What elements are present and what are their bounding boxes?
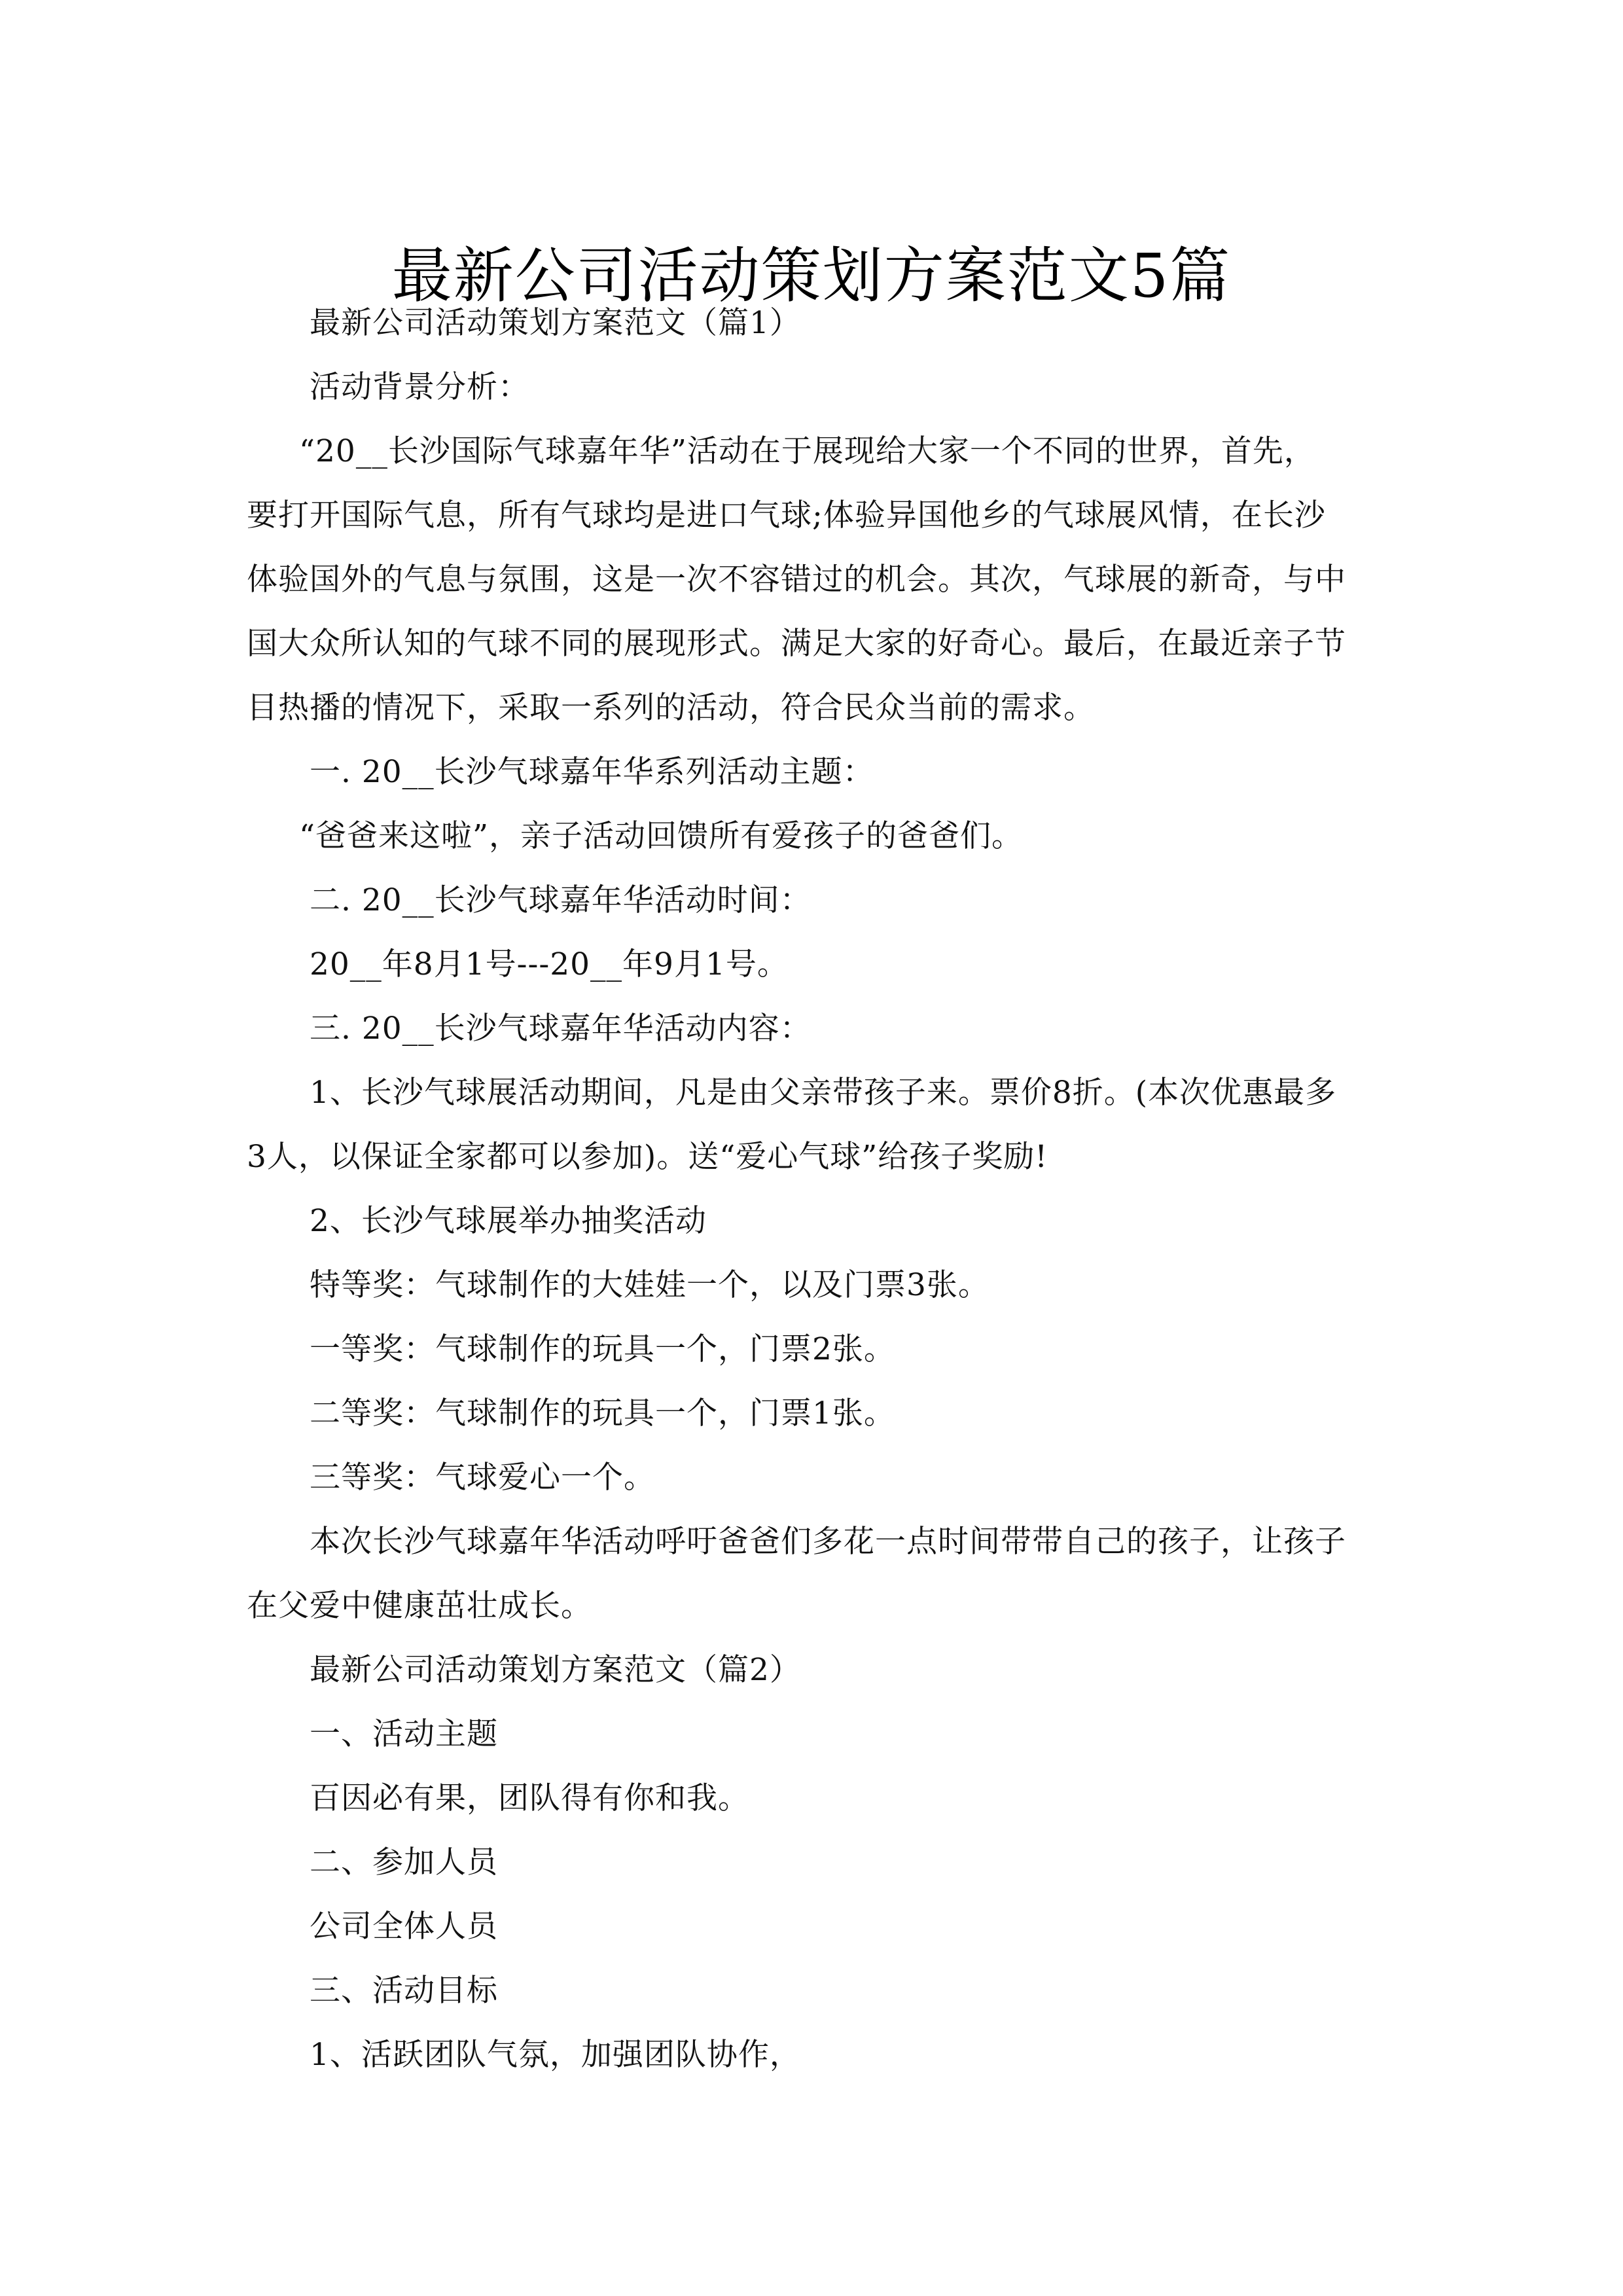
paragraph-line: 在父爱中健康茁壮成长。 [247, 1588, 592, 1624]
prize-item: 一等奖：气球制作的玩具一个，门票2张。 [310, 1331, 895, 1367]
list-item: 2、长沙气球展举办抽奖活动 [310, 1203, 707, 1239]
paragraph-line: 体验国外的气息与氛围，这是一次不容错过的机会。其次，气球展的新奇，与中 [247, 562, 1346, 598]
section-heading-part2: 最新公司活动策划方案范文（篇2） [310, 1652, 801, 1688]
subheading-theme: 一、活动主题 [310, 1716, 498, 1752]
subheading-content: 三. 20__长沙气球嘉年华活动内容： [310, 1011, 812, 1047]
paragraph-line: 公司全体人员 [310, 1909, 498, 1945]
document-title: 最新公司活动策划方案范文5篇 [391, 240, 1232, 311]
subheading-participants: 二、参加人员 [310, 1844, 498, 1880]
prize-item: 特等奖：气球制作的大娃娃一个，以及门票3张。 [310, 1267, 990, 1303]
subheading-theme: 一. 20__长沙气球嘉年华系列活动主题： [310, 754, 874, 790]
paragraph-line: “爸爸来这啦”，亲子活动回馈所有爱孩子的爸爸们。 [299, 818, 1024, 854]
paragraph-line: 百因必有果，团队得有你和我。 [310, 1780, 749, 1816]
section-heading-part1: 最新公司活动策划方案范文（篇1） [310, 305, 801, 341]
paragraph-line: 本次长沙气球嘉年华活动呼吁爸爸们多花一点时间带带自己的孩子，让孩子 [310, 1524, 1346, 1560]
paragraph-line: 20__年8月1号---20__年9月1号。 [310, 946, 789, 982]
paragraph-line: 3人，以保证全家都可以参加)。送“爱心气球”给孩子奖励! [247, 1139, 1048, 1175]
subheading-time: 二. 20__长沙气球嘉年华活动时间： [310, 882, 812, 918]
document-body [247, 291, 1385, 2087]
prize-item: 二等奖：气球制作的玩具一个，门票1张。 [310, 1395, 895, 1431]
subheading-goals: 三、活动目标 [310, 1973, 498, 2009]
prize-item: 三等奖：气球爱心一个。 [310, 1460, 655, 1496]
paragraph-line: 要打开国际气息，所有气球均是进口气球;体验异国他乡的气球展风情，在长沙 [247, 497, 1326, 533]
paragraph-line: “20__长沙国际气球嘉年华”活动在于展现给大家一个不同的世界，首先， [299, 433, 1315, 469]
paragraph-line: 国大众所认知的气球不同的展现形式。满足大家的好奇心。最后，在最近亲子节 [247, 626, 1346, 662]
list-item: 1、长沙气球展活动期间，凡是由父亲带孩子来。票价8折。(本次优惠最多 [310, 1075, 1337, 1111]
list-item: 1、活跃团队气氛，加强团队协作， [310, 2037, 801, 2073]
paragraph-line: 活动背景分析： [310, 369, 529, 405]
paragraph-line: 目热播的情况下，采取一系列的活动，符合民众当前的需求。 [247, 690, 1095, 726]
